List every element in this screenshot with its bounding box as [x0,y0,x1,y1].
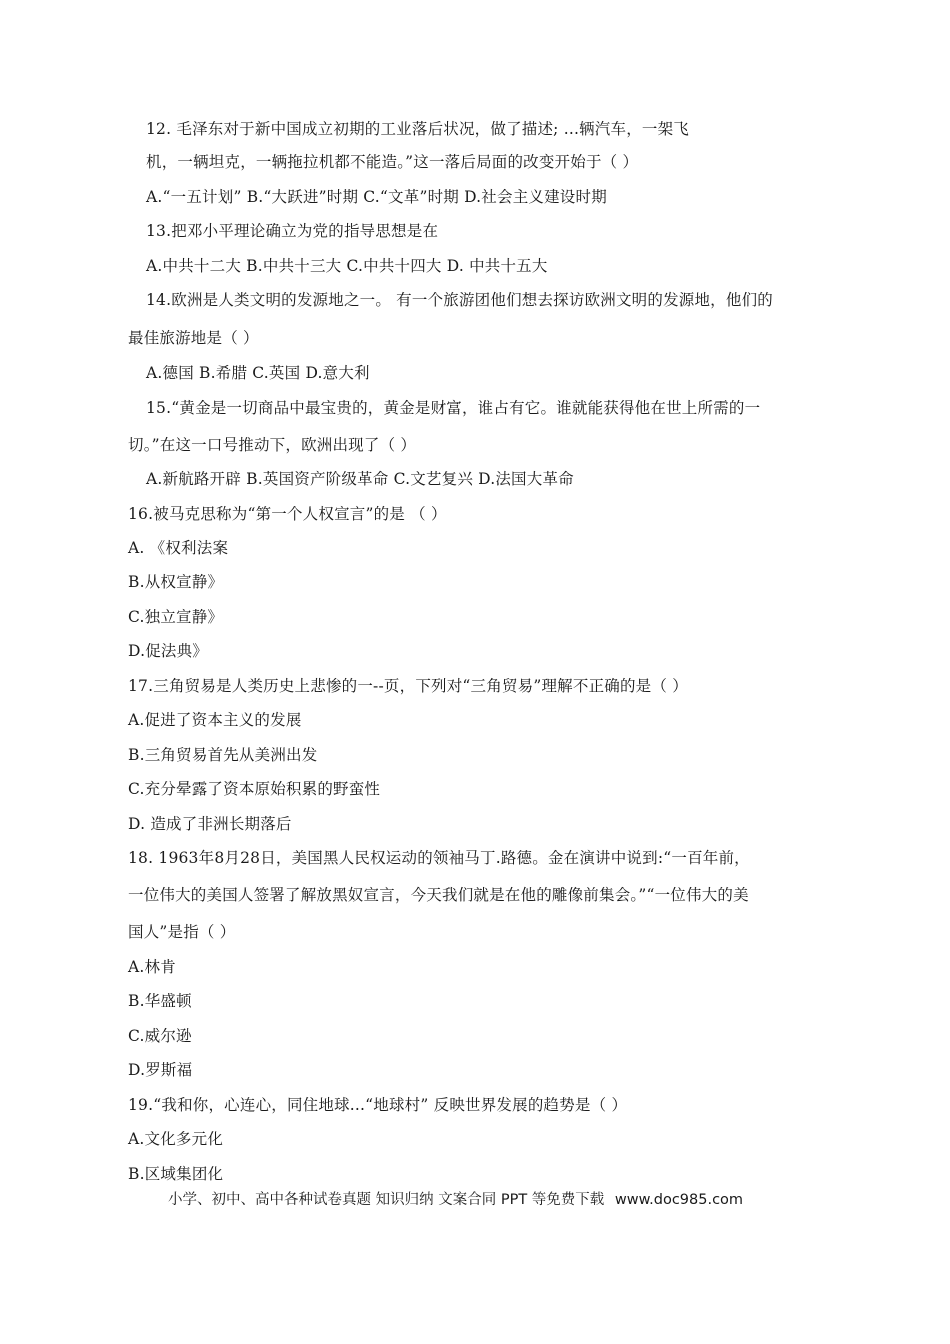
q15-stem-line1: 15.“黄金是一切商品中最宝贵的，黄金是财富，谁占有它。谁就能获得他在世上所需的一 [146,399,761,417]
q16-option-a: A. 《权利法案 [128,539,229,557]
q14-options: A.德国 B.希腊 C.英国 D.意大利 [146,364,370,382]
q16-option-c: C.独立宣静》 [128,608,224,626]
q18-stem-line1: 18. 1963年8月28日，美国黑人民权运动的领袖马丁.路德。金在演讲中说到:“一百年前， [128,849,750,867]
q12-stem-line2: 机，一辆坦克，一辆拖拉机都不能造。”这一落后局面的改变开始于（ ） [146,153,639,171]
q19-option-a: A.文化多元化 [128,1130,224,1148]
q18-stem-line2: 一位伟大的美国人签署了解放黑奴宣言，今天我们就是在他的雕像前集会。”“一位伟大的美 [128,886,749,904]
footer-url: www.doc985.com [614,1192,744,1208]
q18-option-c: C.威尔逊 [128,1027,192,1045]
q19-stem: 19.“我和你，心连心，同住地球...“地球村” 反映世界发展的趋势是（ ） [128,1096,628,1114]
q18-option-a: A.林肯 [128,958,176,976]
q18-option-b: B.华盛顿 [128,992,192,1010]
q14-stem-line2: 最佳旅游地是（ ） [128,329,259,347]
q17-option-d: D. 造成了非洲长期落后 [128,815,292,833]
q18-stem-line3: 国人”是指（ ） [128,923,236,941]
page-footer [168,1190,743,1210]
q19-option-b: B.区域集团化 [128,1165,224,1183]
q18-option-d: D.罗斯福 [128,1061,193,1079]
q17-stem: 17.三角贸易是人类历史上悲惨的一--页，下列对“三角贸易”理解不正确的是（ ） [128,677,688,695]
q15-options: A.新航路开辟 B.英国资产阶级革命 C.文艺复兴 D.法国大革命 [146,470,574,488]
q12-options: A.“一五计划” B.“大跃进”时期 C.“文革”时期 D.社会主义建设时期 [146,188,607,206]
q16-stem: 16.被马克思称为“第一个人权宣言”的是 （ ） [128,505,447,523]
q17-option-b: B.三角贸易首先从美洲出发 [128,746,318,764]
q16-option-d: D.促法典》 [128,642,209,660]
footer-text: 小学、初中、高中各种试卷真题 知识归纳 文案合同 PPT 等免费下载 [168,1192,605,1208]
q13-options: A.中共十二大 B.中共十三大 C.中共十四大 D. 中共十五大 [146,257,548,275]
q13-stem: 13.把邓小平理论确立为党的指导思想是在 [146,222,439,240]
q12-stem-line1: 12. 毛泽东对于新中国成立初期的工业落后状况，做了描述; ...辆汽车，一架飞 [146,120,690,138]
q14-stem-line1: 14.欧洲是人类文明的发源地之一。 有一个旅游团他们想去探访欧洲文明的发源地，他们的 [146,291,773,309]
q15-stem-line2: 切。”在这一口号推动下，欧洲出现了（ ） [128,436,417,454]
q17-option-a: A.促进了资本主义的发展 [128,711,302,729]
q16-option-b: B.从权宣静》 [128,573,224,591]
q17-option-c: C.充分晕露了资本原始积累的野蛮性 [128,780,381,798]
